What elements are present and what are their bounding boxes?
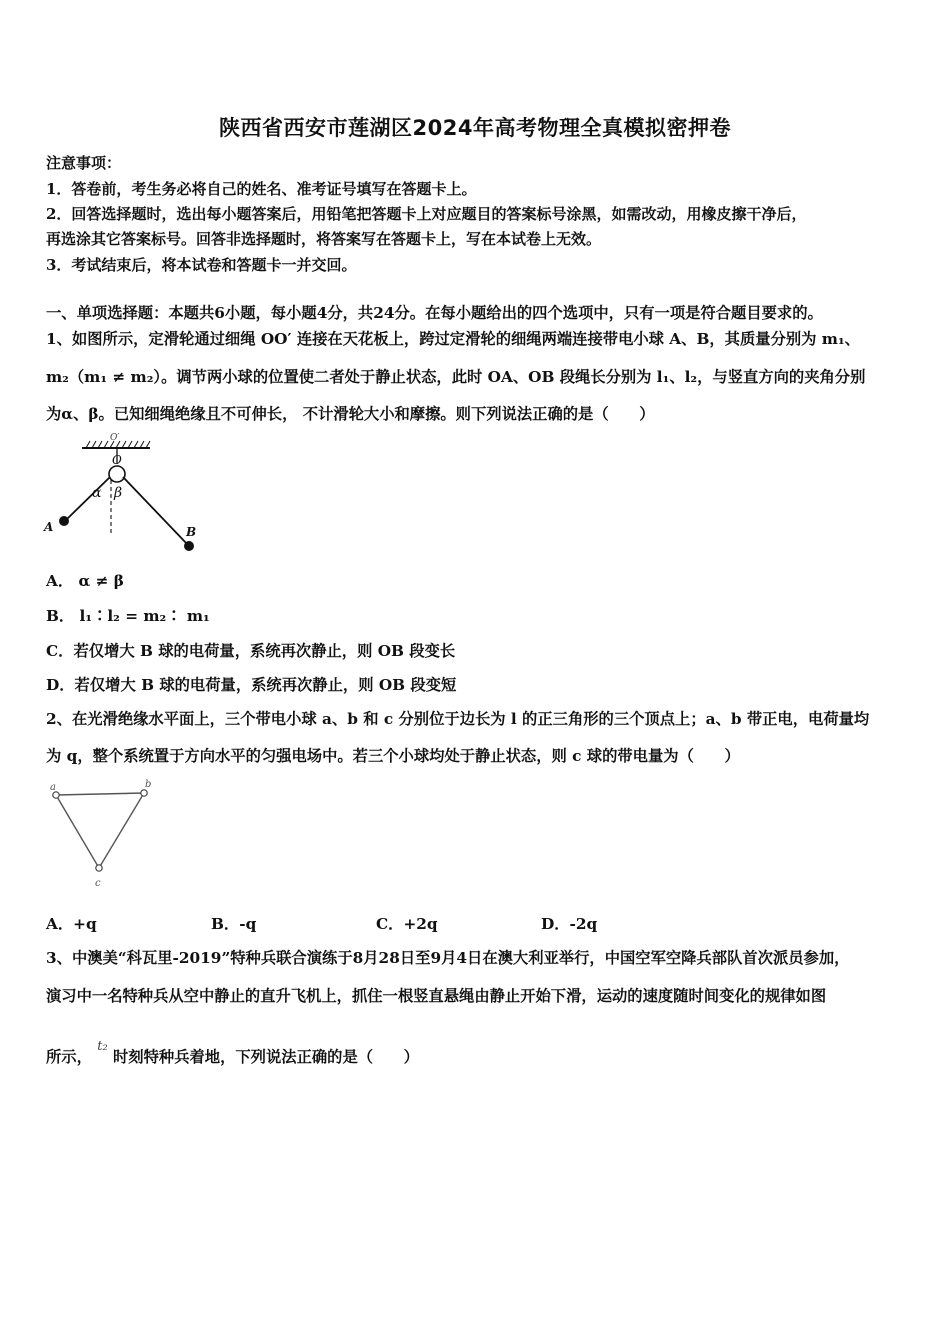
q1-option-b[interactable]: B． l₁∶l₂ = m₂∶ m₁: [46, 607, 210, 625]
label-a-small: a: [50, 782, 56, 793]
notice-item-2: 2．回答选择题时，选出每小题答案后，用铅笔把答题卡上对应题目的答案标号涂黑，如需改动，用橡皮擦干净后，: [46, 205, 807, 223]
label-o-prime: O′: [110, 433, 120, 443]
label-c-small: c: [95, 878, 101, 889]
notice-item-2-cont: 再选涂其它答案标号。回答非选择题时，将答案写在答题卡上，写在本试卷上无效。: [46, 230, 602, 248]
q1-text-line-1: 1、如图所示，定滑轮通过细绳 OO′ 连接在天花板上，跨过定滑轮的细绳两端连接带电小球 A、B，其质量分别为 m₁、: [46, 330, 860, 348]
label-beta: β: [114, 485, 123, 501]
label-alpha: α: [92, 485, 102, 501]
ball-b: [184, 541, 194, 551]
ball-b-small: [141, 790, 147, 796]
notice-item-3: 3．考试结束后，将本试卷和答题卡一并交回。: [46, 256, 357, 274]
q1-text-line-2: m₂（m₁ ≠ m₂）。调节两小球的位置使二者处于静止状态，此时 OA、OB 段绳长分别为 l₁、l₂，与竖直方向的夹角分别: [46, 368, 866, 386]
notice-heading: 注意事项：: [46, 154, 122, 172]
q2-option-a[interactable]: A．+q: [46, 915, 97, 933]
q2-text-line-1: 2、在光滑绝缘水平面上，三个带电小球 a、b 和 c 分别位于边长为 l 的正三角形的三个顶点上；a、b 带正电，电荷量均: [46, 710, 870, 728]
q2-text-line-2: 为 q，整个系统置于方向水平的匀强电场中。若三个小球均处于静止状态，则 c 球的带电量为（ ）: [46, 747, 740, 765]
q1-option-c[interactable]: C．若仅增大 B 球的电荷量，系统再次静止，则 OB 段变长: [46, 642, 456, 660]
q3-text-line-3-post: 时刻特种兵着地，下列说法正确的是（ ）: [113, 1048, 419, 1066]
label-b-small: b: [145, 779, 152, 790]
q3-text-line-3: [46, 1039, 419, 1067]
q2-option-b[interactable]: B．-q: [211, 915, 257, 933]
rope-oa: [66, 477, 110, 520]
rope-ob: [123, 477, 188, 545]
q2-option-d[interactable]: D．-2q: [541, 915, 598, 933]
label-o: O: [112, 453, 122, 467]
q3-text-line-3-pre: 所示，: [46, 1048, 92, 1066]
section-1-heading: 一、单项选择题：本题共6小题，每小题4分，共24分。在每小题给出的四个选项中，只有一项是符合题目要求的。: [46, 304, 823, 322]
triangle-abc: [56, 793, 144, 868]
q2-option-c[interactable]: C．+2q: [376, 915, 438, 933]
q3-text-line-1: 3、中澳美“科瓦里-2019”特种兵联合演练于8月28日至9月4日在澳大利亚举行，中国空军空降兵部队首次派员参加，: [46, 949, 850, 967]
notice-item-1: 1．答卷前，考生务必将自己的姓名、准考证号填写在答题卡上。: [46, 180, 477, 198]
q2-triangle-figure: [42, 778, 172, 893]
pulley: [109, 466, 125, 482]
ball-a: [59, 516, 69, 526]
ball-c-small: [96, 865, 102, 871]
q1-text-line-3: 为α、β。已知细绳绝缘且不可伸长， 不计滑轮大小和摩擦。则下列说法正确的是（ ）: [46, 405, 655, 423]
q1-option-d[interactable]: D．若仅增大 B 球的电荷量，系统再次静止，则 OB 段变短: [46, 676, 457, 694]
q3-t2-symbol: t₂: [97, 1039, 108, 1054]
page-title: 陕西省西安市莲湖区2024年高考物理全真模拟密押卷: [219, 116, 731, 140]
q1-pulley-figure: [40, 428, 210, 558]
label-a: A: [44, 520, 54, 534]
q1-option-a[interactable]: A． α ≠ β: [46, 572, 124, 590]
label-b: B: [186, 525, 197, 539]
q3-text-line-2: 演习中一名特种兵从空中静止的直升飞机上，抓住一根竖直悬绳由静止开始下滑，运动的速度随时间变化的规律如图: [46, 987, 827, 1005]
